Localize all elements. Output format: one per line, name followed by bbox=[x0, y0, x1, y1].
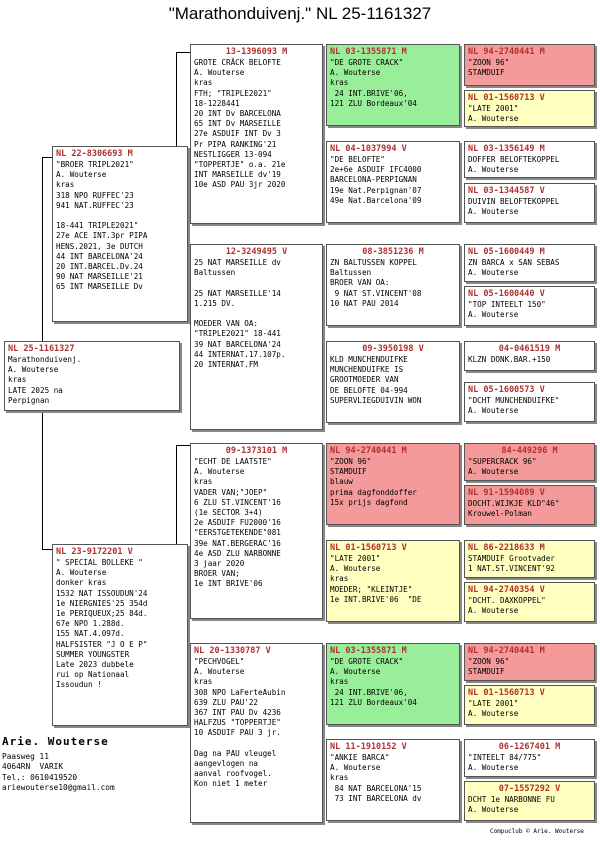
ring-number: NL 01-1560713 V bbox=[468, 688, 545, 698]
connector-line bbox=[42, 549, 52, 550]
card-details: GROTE CRÄCK BELOFTE A. Wouterse kras FTH; "TRIPLE2021" 18-1228441 20 INT Dv BARCELONA 65 INT Dv MARSEILLE 27e ASDUIF INT Dv 3 Pr PIPA RANKING'21 NESTLIGGER 13-094 "TOPPERTJE" o.a. 21e INT MARSEILLE dv'19 10e ASD PAU 3jr 2020 bbox=[194, 58, 286, 190]
pedigree-card-g3-3 bbox=[326, 244, 460, 326]
ring-number: 13-1396093 M bbox=[225, 47, 288, 57]
pedigree-card-g4-10 bbox=[464, 485, 595, 525]
card-details: "ZOON 96" STAMDUIF bbox=[468, 58, 510, 78]
ring-number: NL 20-1330787 V bbox=[194, 646, 271, 656]
ring-number: 84-449296 M bbox=[501, 446, 558, 456]
pedigree-card-g4-12 bbox=[464, 582, 595, 622]
card-details: KLZN DONK.BAR.+150 bbox=[468, 355, 551, 364]
pedigree-card-sire-sire bbox=[190, 44, 323, 224]
card-details: Marathonduivenj. A. Wouterse kras LATE 2025 na Perpignan bbox=[8, 355, 82, 405]
ring-number: NL 03-1344587 V bbox=[468, 186, 545, 196]
pedigree-card-g4-6 bbox=[464, 286, 595, 326]
pedigree-card-g4-11 bbox=[464, 540, 595, 578]
ring-number: 09-3950198 V bbox=[362, 344, 424, 354]
pedigree-card-g3-5 bbox=[326, 443, 460, 525]
pedigree-card-g3-4 bbox=[326, 341, 460, 423]
ring-number: 07-1557292 V bbox=[498, 784, 561, 794]
card-details: "LATE 2001" A. Wouterse bbox=[468, 104, 519, 124]
ring-number: NL 04-1037994 V bbox=[330, 144, 407, 154]
connector-line bbox=[176, 445, 190, 446]
pedigree-card-g4-4 bbox=[464, 183, 595, 223]
pedigree-card-g4-3 bbox=[464, 141, 595, 178]
ring-number: NL 91-1594089 V bbox=[468, 488, 545, 498]
ring-number: NL 03-1356149 M bbox=[468, 144, 545, 154]
pedigree-card-g3-7 bbox=[326, 643, 460, 725]
ring-number: NL 94-2740441 M bbox=[468, 646, 545, 656]
pedigree-card-g3-8 bbox=[326, 739, 460, 821]
card-details: "DE GROTE CRACK" A. Wouterse kras 24 INT.BRIVE'06, 121 ZLU Bordeaux'04 bbox=[330, 657, 417, 707]
connector-line bbox=[42, 410, 43, 550]
connector-line bbox=[42, 157, 43, 341]
card-details: KLD MUNCHENDUIFKE MUNCHENDUIFKE IS GROOTMOEDER VAN DE BELOFTE 04-994 SUPERVLIEGDUIVIN WON bbox=[330, 355, 422, 405]
connector-line bbox=[176, 445, 177, 545]
pedigree-card-g3-1 bbox=[326, 44, 460, 126]
pedigree-card-g4-14 bbox=[464, 685, 595, 725]
card-details: "LATE 2001" A. Wouterse bbox=[468, 699, 519, 719]
connector-line bbox=[176, 52, 190, 53]
pedigree-card-g4-5 bbox=[464, 244, 595, 282]
card-details: "ZOON 96" STAMDUIF bbox=[468, 657, 510, 677]
card-details: ZN BALTUSSEN KOPPEL Baltussen BROER VAN OA: 9 NAT ST.VINCENT'08 10 NAT PAU 2014 bbox=[330, 258, 422, 308]
pedigree-card-sire-dam bbox=[190, 244, 323, 430]
pedigree-card-dam-dam bbox=[190, 643, 323, 823]
ring-number: NL 05-1600449 M bbox=[468, 247, 545, 257]
card-details: STAMDUIF Grootvader 1 NAT.ST.VINCENT'92 bbox=[468, 554, 555, 574]
pedigree-card-mother bbox=[52, 544, 188, 726]
pedigree-card-g4-2 bbox=[464, 90, 595, 127]
card-details: "INTEELT 84/775" A. Wouterse bbox=[468, 753, 542, 773]
card-details: "DCHT. DAXKOPPEL" A. Wouterse bbox=[468, 596, 546, 616]
ring-number: 08-3851236 M bbox=[362, 247, 424, 257]
pedigree-card-subject bbox=[4, 341, 180, 411]
card-details: "ANKIE BARCA" A. Wouterse kras 84 NAT BARCELONA'15 73 INT BARCELONA dv bbox=[330, 753, 422, 803]
ring-number: NL 22-8306693 M bbox=[56, 149, 133, 159]
card-details: DUIVIN BELOFTEKOPPEL A. Wouterse bbox=[468, 197, 560, 217]
card-details: DCHT 1e NARBONNE FU A. Wouterse bbox=[468, 795, 555, 815]
pedigree-card-g3-2 bbox=[326, 141, 460, 223]
card-details: "ZOON 96" STAMDUIF blauw prima dagfonddoffer 15x prijs dagfond bbox=[330, 457, 417, 507]
card-details: "LATE 2001" A. Wouterse kras MOEDER; "KLEINTJE" 1e INT.BRIVE'06 "DE bbox=[330, 554, 422, 604]
card-details: "DE GROTE CRACK" A. Wouterse kras 24 INT.BRIVE'06, 121 ZLU Bordeaux'04 bbox=[330, 58, 417, 108]
pedigree-card-g4-16 bbox=[464, 781, 595, 821]
ring-number: 04-0461519 M bbox=[498, 344, 561, 354]
card-details: "SUPERCRACK 96" A. Wouterse bbox=[468, 457, 537, 477]
ring-number: NL 05-1600440 V bbox=[468, 289, 545, 299]
owner-name: Arie. Wouterse bbox=[2, 735, 109, 748]
card-details: "PECHVOGEL" A. Wouterse kras 308 NPO LaFerteAubin 639 ZLU PAU'22 367 INT PAU Dv 4236 HALFZUS "TOPPERTJE" 10 ASDUIF PAU 3 jr. Dag na PAU vleugel aangevlogen na aanval roofvogel. Kon niet 1 meter bbox=[194, 657, 286, 789]
card-details: DOFFER BELOFTEKOPPEL A. Wouterse bbox=[468, 155, 560, 175]
pedigree-card-g4-13 bbox=[464, 643, 595, 681]
page-title: "Marathonduivenj." NL 25-1161327 bbox=[168, 4, 432, 23]
credit-text: Compuclub © Arie. Wouterse bbox=[490, 828, 584, 835]
card-details: "BROER TRIPL2021" A. Wouterse kras 318 NPO RUFFEC'23 941 NAT.RUFFEC'23 18-441 TRIPLE2021" 27e ACE INT.3pr PIPA HENS.2021, 3e DUTCH 44 INT BARCELONA'24 20 INT.BARCEL.Dv.24 90 NAT MARSEILLE'21 65 INT MARSEILLE Dv bbox=[56, 160, 148, 292]
card-details: "ECHT DE LAATSTE" A. Wouterse kras VADER VAN;"JOEP" 6 ZLU ST.VINCENT'16 (1e SECTOR 3+4) 2e ASDUIF FU2000'16 "EERSTGETEKENDE"081 39e NAT.BERGERAC'16 4e ASD ZLU NARBONNE 3 jaar 2020 BROER VAN; 1e INT BRIVE'06 bbox=[194, 457, 281, 589]
ring-number: NL 94-2740441 M bbox=[330, 446, 407, 456]
ring-number: NL 01-1560713 V bbox=[468, 93, 545, 103]
card-details: " SPECIAL BOLLEKE " A. Wouterse donker kras 1532 NAT ISSOUDUN'24 1e NIERGNIES'25 354d 1e PERIQUEUX;25 84d. 67e NPO 1.288d. 155 NAT.4.097d. HALFSISTER "J O E P" SUMMER YOUNGSTER Late 2023 dubbele rui op Nationaal Issoudun ! bbox=[56, 558, 148, 690]
ring-number: NL 11-1910152 V bbox=[330, 742, 407, 752]
ring-number: 09-1373101 M bbox=[225, 446, 288, 456]
pedigree-card-father bbox=[52, 146, 188, 322]
ring-number: NL 03-1355871 M bbox=[330, 47, 407, 57]
ring-number: NL 23-9172201 V bbox=[56, 547, 133, 557]
ring-number: NL 01-1560713 V bbox=[330, 543, 407, 553]
pedigree-card-g4-9 bbox=[464, 443, 595, 481]
owner-address: Paasweg 11 4064RN VARIK Tel.: 0610419520 ariewouterse10@gmail.com bbox=[2, 752, 115, 792]
pedigree-card-g4-7 bbox=[464, 341, 595, 371]
ring-number: NL 03-1355871 M bbox=[330, 646, 407, 656]
card-details: "DCHT MUNCHENDUIFKE" A. Wouterse bbox=[468, 396, 560, 416]
pedigree-card-g4-1 bbox=[464, 44, 595, 86]
ring-number: NL 86-2218633 M bbox=[468, 543, 545, 553]
ring-number: 06-1267401 M bbox=[498, 742, 561, 752]
ring-number: NL 05-1600573 V bbox=[468, 385, 545, 395]
card-details: "TOP INTEELT 150" A. Wouterse bbox=[468, 300, 546, 320]
ring-number: 12-3249495 V bbox=[225, 247, 288, 257]
card-details: 25 NAT MARSEILLE dv Baltussen 25 NAT MARSEILLE'14 1.215 DV. MOEDER VAN OA: "TRIPLE2021" 18-441 39 NAT BARCELONA'24 44 INTERNAT.17.107p. 20 INTERNAT.FM bbox=[194, 258, 286, 370]
pedigree-card-g4-8 bbox=[464, 382, 595, 422]
card-details: ZN BARCA x SAN SEBAS A. Wouterse bbox=[468, 258, 560, 278]
card-details: "DE BELOFTE" 2e+6e ASDUIF IFC4000 BARCELONA-PERPIGNAN 19e Nat.Perpignan'07 49e Nat.Barcelona'09 bbox=[330, 155, 422, 205]
pedigree-card-g4-15 bbox=[464, 739, 595, 777]
ring-number: NL 25-1161327 bbox=[8, 344, 75, 354]
card-details: DOCHT.WIJKJE KLD"46" Krouwel-Polman bbox=[468, 499, 560, 519]
ring-number: NL 94-2740354 V bbox=[468, 585, 545, 595]
connector-line bbox=[176, 52, 177, 152]
pedigree-card-dam-sire bbox=[190, 443, 323, 619]
ring-number: NL 94-2740441 M bbox=[468, 47, 545, 57]
pedigree-card-g3-6 bbox=[326, 540, 460, 622]
connector-line bbox=[42, 157, 52, 158]
